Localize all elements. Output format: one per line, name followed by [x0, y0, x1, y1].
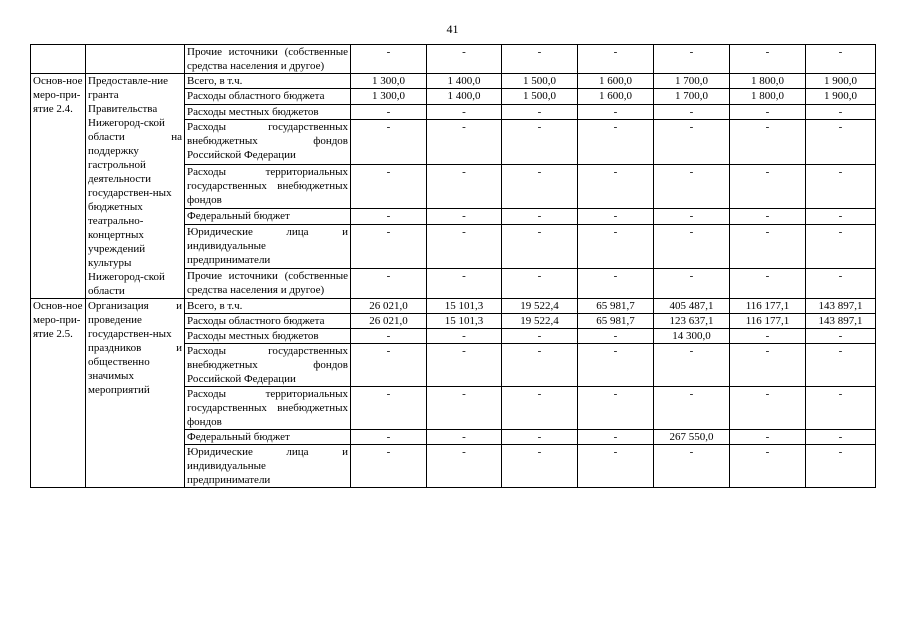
- value-cell: -: [427, 209, 502, 224]
- value-cell: -: [806, 269, 876, 299]
- budget-table: [30, 44, 876, 488]
- value-cell: 1 900,0: [806, 74, 876, 89]
- value-cell: -: [578, 164, 654, 208]
- value-cell: -: [502, 120, 578, 164]
- value-cell: -: [730, 445, 806, 488]
- value-cell: -: [578, 224, 654, 268]
- value-cell: -: [502, 45, 578, 74]
- value-cell: -: [351, 209, 427, 224]
- value-cell: -: [427, 164, 502, 208]
- value-cell: -: [806, 45, 876, 74]
- value-cell: 1 700,0: [654, 89, 730, 104]
- source-cell: Расходы государственных внебюджетных фондов Российской Федерации: [185, 120, 351, 164]
- value-cell: -: [427, 430, 502, 445]
- value-cell: -: [427, 269, 502, 299]
- value-cell: 1 300,0: [351, 74, 427, 89]
- value-cell: -: [427, 45, 502, 74]
- source-cell: Юридические лица и индивидуальные предприниматели: [185, 224, 351, 268]
- value-cell: -: [502, 104, 578, 119]
- value-cell: -: [806, 344, 876, 387]
- value-cell: 1 500,0: [502, 89, 578, 104]
- value-cell: -: [654, 104, 730, 119]
- value-cell: -: [730, 387, 806, 430]
- value-cell: -: [351, 445, 427, 488]
- value-cell: 1 800,0: [730, 74, 806, 89]
- value-cell: -: [806, 104, 876, 119]
- value-cell: -: [427, 104, 502, 119]
- value-cell: -: [654, 269, 730, 299]
- source-cell: Всего, в т.ч.: [185, 74, 351, 89]
- value-cell: -: [730, 224, 806, 268]
- value-cell: 26 021,0: [351, 314, 427, 329]
- value-cell: 1 700,0: [654, 74, 730, 89]
- value-cell: -: [351, 224, 427, 268]
- event-cell: Основ-ное меро-при-ятие 2.4.: [31, 74, 86, 299]
- value-cell: 123 637,1: [654, 314, 730, 329]
- value-cell: 1 600,0: [578, 89, 654, 104]
- table-row: [31, 74, 876, 89]
- value-cell: 19 522,4: [502, 314, 578, 329]
- value-cell: -: [502, 387, 578, 430]
- value-cell: 1 800,0: [730, 89, 806, 104]
- value-cell: -: [578, 430, 654, 445]
- description-cell: Организация и проведение государствен-ных праздников и общественно значимых мероприятий: [86, 299, 185, 488]
- value-cell: 26 021,0: [351, 299, 427, 314]
- value-cell: -: [654, 209, 730, 224]
- source-cell: Расходы местных бюджетов: [185, 104, 351, 119]
- value-cell: -: [654, 344, 730, 387]
- value-cell: -: [351, 387, 427, 430]
- value-cell: -: [502, 209, 578, 224]
- value-cell: -: [427, 120, 502, 164]
- value-cell: -: [427, 445, 502, 488]
- value-cell: 19 522,4: [502, 299, 578, 314]
- source-cell: Расходы государственных внебюджетных фондов Российской Федерации: [185, 344, 351, 387]
- value-cell: -: [730, 45, 806, 74]
- value-cell: -: [351, 45, 427, 74]
- source-cell: Расходы территориальных государственных внебюджетных фондов: [185, 164, 351, 208]
- value-cell: -: [502, 344, 578, 387]
- value-cell: 1 400,0: [427, 74, 502, 89]
- value-cell: -: [654, 45, 730, 74]
- value-cell: -: [730, 120, 806, 164]
- source-cell: Расходы областного бюджета: [185, 314, 351, 329]
- value-cell: -: [351, 430, 427, 445]
- value-cell: -: [578, 445, 654, 488]
- value-cell: 1 400,0: [427, 89, 502, 104]
- value-cell: -: [730, 164, 806, 208]
- value-cell: 405 487,1: [654, 299, 730, 314]
- value-cell: -: [654, 224, 730, 268]
- value-cell: -: [578, 45, 654, 74]
- table-row: [31, 45, 876, 74]
- value-cell: -: [351, 344, 427, 387]
- value-cell: -: [654, 120, 730, 164]
- value-cell: -: [806, 164, 876, 208]
- source-cell: Расходы территориальных государственных внебюджетных фондов: [185, 387, 351, 430]
- value-cell: 1 300,0: [351, 89, 427, 104]
- source-cell: Прочие источники (собственные средства населения и другое): [185, 45, 351, 74]
- event-cell: Основ-ное меро-при-ятие 2.5.: [31, 299, 86, 488]
- value-cell: -: [351, 164, 427, 208]
- value-cell: 1 500,0: [502, 74, 578, 89]
- value-cell: 65 981,7: [578, 299, 654, 314]
- value-cell: -: [806, 120, 876, 164]
- value-cell: -: [427, 387, 502, 430]
- value-cell: -: [578, 120, 654, 164]
- table-row: [31, 299, 876, 314]
- value-cell: -: [351, 120, 427, 164]
- value-cell: -: [578, 329, 654, 344]
- value-cell: 143 897,1: [806, 314, 876, 329]
- value-cell: -: [806, 430, 876, 445]
- value-cell: 65 981,7: [578, 314, 654, 329]
- value-cell: -: [502, 224, 578, 268]
- value-cell: -: [806, 209, 876, 224]
- budget-table-body: [31, 45, 876, 488]
- value-cell: -: [578, 269, 654, 299]
- value-cell: -: [806, 387, 876, 430]
- value-cell: -: [806, 224, 876, 268]
- value-cell: -: [806, 445, 876, 488]
- value-cell: -: [578, 209, 654, 224]
- value-cell: -: [427, 329, 502, 344]
- value-cell: -: [502, 269, 578, 299]
- value-cell: 1 900,0: [806, 89, 876, 104]
- value-cell: 116 177,1: [730, 314, 806, 329]
- value-cell: -: [730, 430, 806, 445]
- value-cell: -: [502, 164, 578, 208]
- value-cell: -: [730, 209, 806, 224]
- source-cell: Всего, в т.ч.: [185, 299, 351, 314]
- value-cell: -: [730, 329, 806, 344]
- value-cell: -: [654, 387, 730, 430]
- value-cell: -: [578, 344, 654, 387]
- source-cell: Юридические лица и индивидуальные предприниматели: [185, 445, 351, 488]
- value-cell: -: [730, 344, 806, 387]
- value-cell: -: [730, 104, 806, 119]
- value-cell: 1 600,0: [578, 74, 654, 89]
- value-cell: -: [806, 329, 876, 344]
- source-cell: Расходы областного бюджета: [185, 89, 351, 104]
- source-cell: Федеральный бюджет: [185, 209, 351, 224]
- value-cell: -: [427, 344, 502, 387]
- page-number: 41: [446, 22, 459, 36]
- value-cell: 15 101,3: [427, 314, 502, 329]
- source-cell: Прочие источники (собственные средства населения и другое): [185, 269, 351, 299]
- value-cell: 15 101,3: [427, 299, 502, 314]
- value-cell: 14 300,0: [654, 329, 730, 344]
- source-cell: Федеральный бюджет: [185, 430, 351, 445]
- value-cell: -: [654, 445, 730, 488]
- value-cell: -: [502, 445, 578, 488]
- value-cell: -: [730, 269, 806, 299]
- value-cell: 143 897,1: [806, 299, 876, 314]
- value-cell: -: [351, 329, 427, 344]
- source-cell: Расходы местных бюджетов: [185, 329, 351, 344]
- value-cell: -: [351, 269, 427, 299]
- value-cell: 116 177,1: [730, 299, 806, 314]
- description-cell: [86, 45, 185, 74]
- value-cell: -: [578, 104, 654, 119]
- value-cell: -: [654, 164, 730, 208]
- value-cell: -: [578, 387, 654, 430]
- value-cell: -: [502, 430, 578, 445]
- value-cell: -: [351, 104, 427, 119]
- value-cell: -: [502, 329, 578, 344]
- event-cell: [31, 45, 86, 74]
- value-cell: -: [427, 224, 502, 268]
- description-cell: Предоставле-ние гранта Правительства Нижегород-ской области на поддержку гастрольной деятельности государствен-ных бюджетных театрально-концертных учреждений культуры Нижегород-ской области: [86, 74, 185, 299]
- value-cell: 267 550,0: [654, 430, 730, 445]
